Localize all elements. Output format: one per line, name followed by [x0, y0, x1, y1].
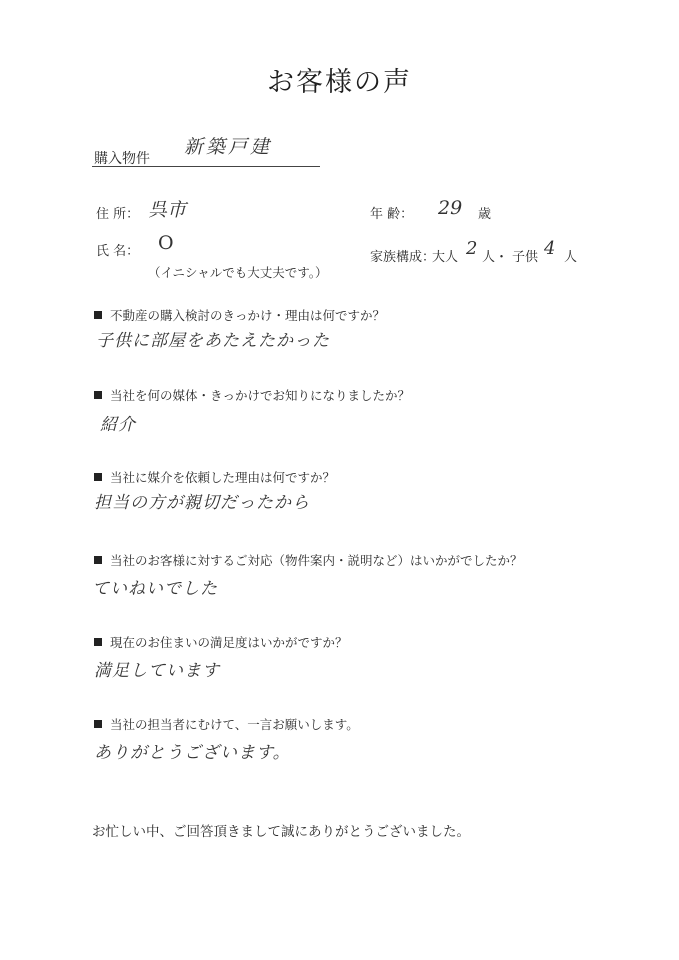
- age-unit: 歳: [478, 207, 492, 222]
- answer-5: 満足しています: [94, 661, 220, 681]
- bullet-square-icon: [94, 473, 102, 481]
- bullet-square-icon: [94, 311, 102, 319]
- bullet-square-icon: [94, 638, 102, 646]
- property-value: 新築戸建: [184, 136, 273, 158]
- bullet-square-icon: [94, 391, 102, 399]
- family-children-unit: 人: [564, 250, 578, 265]
- question-4: 当社のお客様に対するご対応（物件案内・説明など）はいかがでしたか？: [94, 551, 523, 569]
- property-row: [92, 132, 320, 167]
- question-2: 当社を何の媒体・きっかけでお知りになりましたか？: [94, 386, 410, 404]
- question-1: 不動産の購入検討のきっかけ・理由は何ですか？: [94, 306, 385, 324]
- answer-3: 担当の方が親切だったから: [94, 493, 310, 513]
- answer-1: 子供に部屋をあたえたかった: [96, 331, 330, 351]
- bullet-square-icon: [94, 556, 102, 564]
- name-label: 氏 名：: [96, 244, 140, 259]
- family-adults-value: 2: [466, 238, 478, 259]
- question-3: 当社に媒介を依頼した理由は何ですか？: [94, 468, 335, 486]
- property-label: 購入物件: [94, 151, 150, 167]
- family-label: 家族構成：: [370, 250, 436, 265]
- name-value: O: [158, 232, 174, 254]
- family-adults-unit: 人・: [482, 250, 509, 265]
- question-5: 現在のお住まいの満足度はいかがですか？: [94, 633, 348, 651]
- address-value: 呉市: [148, 199, 187, 221]
- address-label: 住 所：: [96, 207, 140, 222]
- name-note: （イニシャルでも大丈夫です。）: [148, 265, 328, 280]
- answer-6: ありがとうございます。: [94, 743, 291, 763]
- answer-2: 紹介: [100, 415, 136, 435]
- answer-4: ていねいでした: [92, 579, 218, 599]
- family-adults-label: 大人: [432, 250, 459, 265]
- question-6: 当社の担当者にむけて、一言お願いします。: [94, 715, 359, 733]
- age-label: 年 齢：: [370, 207, 414, 222]
- page-title: お客様の声: [267, 67, 412, 98]
- family-children-value: 4: [544, 238, 556, 259]
- bullet-square-icon: [94, 720, 102, 728]
- closing-message: お忙しい中、ご回答頂きまして誠にありがとうございました。: [92, 824, 470, 840]
- age-value: 29: [438, 197, 463, 219]
- family-children-label: 子供: [512, 250, 539, 265]
